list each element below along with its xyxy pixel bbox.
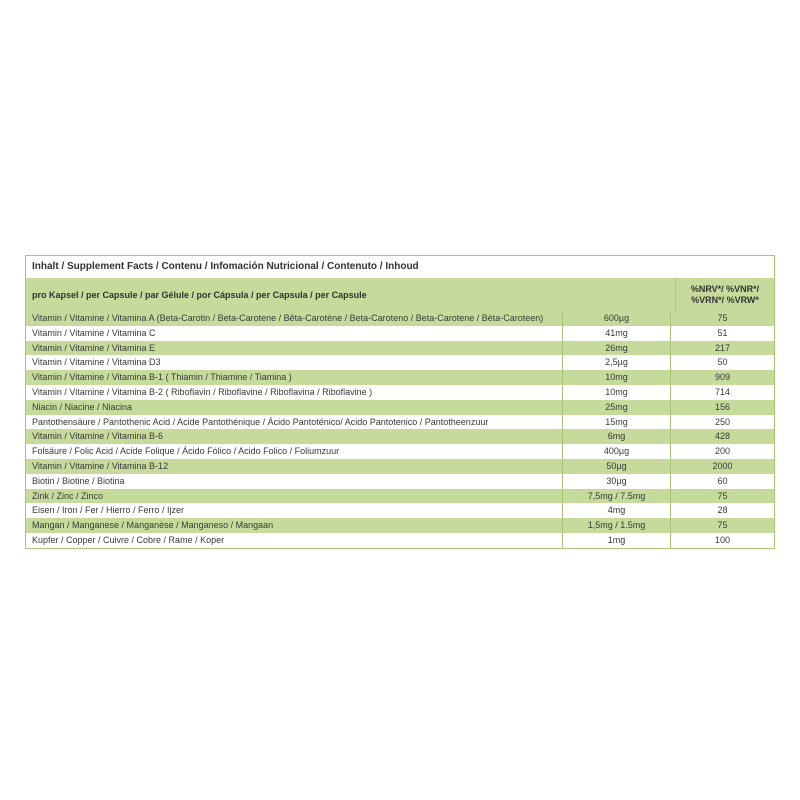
nutrient-name: Vitamin / Vitamine / Vitamina D3 <box>32 357 161 368</box>
nrv-value: 75 <box>670 518 774 533</box>
nrv-header: %NRV*/ %VNR*/ %VRN*/ %VRW* <box>675 278 774 311</box>
nutrient-name: Kupfer / Copper / Cuivre / Cobre / Rame / Koper <box>32 534 225 545</box>
table-row <box>26 355 774 370</box>
nrv-value: 75 <box>670 311 774 326</box>
nutrient-name: Vitamin / Vitamine / Vitamina E <box>32 342 156 353</box>
table-body <box>26 311 774 548</box>
amount: 50µg <box>562 459 670 474</box>
table-row <box>26 518 774 533</box>
nutrient-name: Vitamin / Vitamine / Vitamina B-2 ( Riboflavin / Riboflavine / Riboflavina / Riboflavine ) <box>32 386 373 397</box>
table-row <box>26 385 774 400</box>
nutrient-name: Vitamin / Vitamine / Vitamina B-1 ( Thiamin / Thiamine / Tiamina ) <box>32 372 292 383</box>
nutrient-name: Vitamin / Vitamine / Vitamina A (Beta-Carotin / Beta-Carotene / Bêta-Carotène / Beta-Caroteno / Beta-Carotene / Bèta-Caroteen) <box>32 313 544 323</box>
nrv-value: 60 <box>670 474 774 489</box>
nutrient-name: Pantothensäure / Pantothenic Acid / Acide Pantothénique / Ácido Pantoténico/ Acido Pantotenico / Pantotheenzuur <box>32 416 489 427</box>
nrv-value: 75 <box>670 489 774 504</box>
table-row <box>26 503 774 518</box>
amount: 2,5µg <box>562 355 670 370</box>
amount: 15mg <box>562 415 670 430</box>
amount: 400µg <box>562 444 670 459</box>
nrv-value: 156 <box>670 400 774 415</box>
nrv-value: 2000 <box>670 459 774 474</box>
table-row <box>26 400 774 415</box>
table-row <box>26 533 774 548</box>
nutrient-name: Niacin / Niacine / Niacina <box>32 401 133 412</box>
table-title: Inhalt / Supplement Facts / Contenu / Infomación Nutricional / Contenuto / Inhoud <box>26 256 774 278</box>
nrv-value: 714 <box>670 385 774 400</box>
amount: 26mg <box>562 341 670 356</box>
nutrient-name: Vitamin / Vitamine / Vitamina C <box>32 327 156 338</box>
nrv-value: 250 <box>670 415 774 430</box>
table-row <box>26 474 774 489</box>
table-row <box>26 429 774 444</box>
header-row <box>26 278 774 311</box>
table-row <box>26 444 774 459</box>
per-capsule-header: pro Kapsel / per Capsule / par Gélule / por Cápsula / per Capsula / per Capsule <box>32 289 367 300</box>
amount: 600µg <box>562 311 670 326</box>
nrv-value: 909 <box>670 370 774 385</box>
nutrient-name: Zink / Zinc / Zinco <box>32 490 104 501</box>
nutrient-name: Eisen / Iron / Fer / Hierro / Ferro / Ijzer <box>32 505 185 516</box>
amount: 30µg <box>562 474 670 489</box>
nrv-value: 200 <box>670 444 774 459</box>
nutrient-name: Mangan / Manganese / Manganèse / Manganeso / Mangaan <box>32 520 274 531</box>
table-row <box>26 326 774 341</box>
amount: 4mg <box>562 503 670 518</box>
nutrient-name: Vitamin / Vitamine / Vitamina B-12 <box>32 460 169 471</box>
nutrient-name: Folsäure / Folic Acid / Acide Folique / Ácido Fólico / Acido Folico / Foliumzuur <box>32 446 340 457</box>
nrv-value: 28 <box>670 503 774 518</box>
table-row <box>26 370 774 385</box>
amount: 25mg <box>562 400 670 415</box>
table-row <box>26 311 774 326</box>
amount: 1mg <box>562 533 670 548</box>
nrv-value: 50 <box>670 355 774 370</box>
nrv-value: 428 <box>670 429 774 444</box>
table-row <box>26 341 774 356</box>
supplement-facts-table <box>25 255 775 549</box>
nutrient-name: Biotin / Biotine / Biotina <box>32 475 125 486</box>
amount: 1,5mg / 1.5mg <box>562 518 670 533</box>
nrv-value: 100 <box>670 533 774 548</box>
table-row <box>26 415 774 430</box>
amount: 7,5mg / 7.5mg <box>562 489 670 504</box>
table-row <box>26 489 774 504</box>
nutrient-name: Vitamin / Vitamine / Vitamina B-6 <box>32 431 164 442</box>
amount: 41mg <box>562 326 670 341</box>
amount: 10mg <box>562 385 670 400</box>
amount: 6mg <box>562 429 670 444</box>
nrv-value: 51 <box>670 326 774 341</box>
nrv-value: 217 <box>670 341 774 356</box>
amount: 10mg <box>562 370 670 385</box>
table-row <box>26 459 774 474</box>
